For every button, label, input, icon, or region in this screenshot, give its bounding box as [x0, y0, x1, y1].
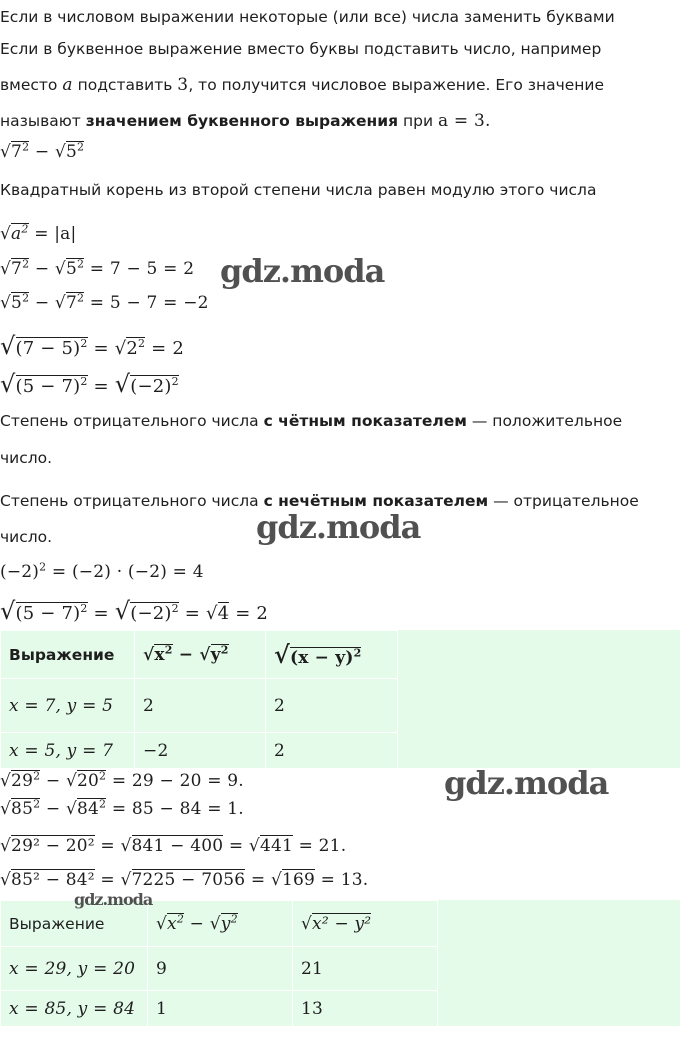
exponent: 2 — [33, 797, 41, 811]
rule-even-power-cont: число. — [0, 449, 53, 467]
formula-calc-4: $√(5 - 7)^2 = √(-2)^2$ — [0, 370, 179, 398]
exponent: 2 — [77, 140, 85, 154]
formula-calc-6: $√(5 - 7)^2 = √(-2)^2 = √4 = 2$ — [0, 597, 269, 625]
operator: − — [172, 644, 200, 665]
radicand: 5 — [65, 259, 77, 279]
exponent: 2 — [230, 911, 238, 925]
operator: = — [223, 836, 249, 856]
radicand: 20 — [76, 771, 100, 791]
operator: = — [94, 836, 121, 856]
text-fragment: при — [398, 112, 438, 130]
radicand: 841 − 400 — [131, 836, 224, 856]
exponent: 2 — [138, 337, 146, 350]
radicand: x — [154, 644, 165, 665]
watermark-logo: gdz.moda — [74, 890, 153, 909]
watermark-logo: gdz.moda — [256, 508, 421, 546]
table-2 — [0, 900, 438, 1027]
formula-calc-3: $√(7 - 5)^2 = √2^2 = 2$ — [0, 332, 185, 360]
table-header-col1: $√x^2 - √y^2$ — [148, 901, 293, 947]
exponent: 2 — [220, 642, 229, 656]
radicand: 84 — [76, 799, 100, 819]
exponent: 2 — [77, 257, 85, 271]
exponent: 2 — [39, 560, 47, 574]
bold-term: с нечётным показателем — [263, 492, 489, 510]
table-row — [1, 947, 438, 991]
operator: = — [178, 603, 206, 624]
formula-rhs: = |a| — [28, 224, 77, 244]
radicand: 7225 − 7056 — [131, 870, 246, 890]
radicand: (x − y) — [289, 648, 354, 668]
radicand: (5 − 7) — [15, 603, 81, 624]
rule-sqrt-abs: Квадратный корень из второй степени числа равен модулю этого числа — [0, 181, 597, 199]
radicand: (7 − 5) — [15, 338, 81, 359]
formula-calc-5 — [0, 562, 204, 582]
exponent: 2 — [22, 257, 30, 271]
radicand: 85 — [11, 799, 34, 819]
operator: = — [87, 338, 115, 359]
radicand: 7 — [11, 259, 23, 279]
table-header-col2: $√(x - y)^2$ — [266, 631, 398, 679]
table-row — [1, 991, 438, 1027]
intro-line-4 — [0, 111, 491, 131]
text-fragment: подставить — [72, 76, 178, 94]
table-row — [1, 733, 398, 769]
intro-line-3 — [0, 75, 604, 95]
table-cell-v1: 2 — [135, 679, 266, 733]
table-header-row — [1, 631, 398, 679]
bold-term: значением буквенного выражения — [85, 112, 399, 130]
operator: = — [245, 870, 271, 890]
intro-line-2: Если в буквенное выражение вместо буквы подставить число, например — [0, 40, 602, 58]
exponent: 2 — [171, 602, 179, 615]
exponent: 2 — [99, 769, 107, 783]
table-cell-v1: 1 — [148, 991, 293, 1027]
radicand: x² − y² — [312, 913, 372, 934]
watermark-logo: gdz.moda — [220, 252, 385, 290]
radicand: y — [210, 644, 221, 665]
radicand: (−2) — [130, 376, 172, 397]
text-fragment: — отрицательное — [488, 492, 639, 510]
radicand: 2 — [126, 338, 139, 359]
formula-rhs: = 7 − 5 = 2 — [84, 259, 195, 279]
intro-line-1: Если в числовом выражении некоторые (или все) числа заменить буквами — [0, 8, 615, 26]
table-cell-cond: x = 7, y = 5 — [1, 679, 135, 733]
formula-rhs: = 85 − 84 = 1. — [106, 799, 244, 819]
radicand: 5 — [65, 142, 78, 162]
radicand: 441 — [259, 836, 294, 856]
base: (−2) — [0, 562, 40, 582]
watermark-logo: gdz.moda — [444, 764, 609, 802]
formula-rhs: = 29 − 20 = 9. — [106, 771, 244, 791]
radicand: x — [167, 913, 177, 934]
table-header-col1: $√x^2 - √y^2$ — [135, 631, 266, 679]
formula-block2-1: $√29^2 - √20^2 = 29 - 20 = 9$. — [0, 769, 244, 791]
formula-rhs: = 21. — [293, 836, 347, 856]
table-header-label: Выражение — [1, 631, 135, 679]
exponent: 2 — [164, 642, 173, 656]
table-cell-v2: 2 — [266, 679, 398, 733]
radicand: y — [220, 913, 231, 934]
exponent: 2 — [77, 291, 85, 305]
radicand: (−2) — [130, 603, 172, 624]
formula-calc-2: $√5^2 - √7^2 = 5 - 7 = -2$ — [0, 291, 209, 313]
operator: − — [184, 913, 210, 934]
text-fragment: Степень отрицательного числа — [0, 492, 264, 510]
exponent: 2 — [99, 797, 107, 811]
formula-abs: $√a^2 = |a|$ — [0, 222, 77, 244]
table-header-row — [1, 901, 438, 947]
radicand: 7 — [65, 293, 77, 313]
radicand: 5 — [11, 293, 23, 313]
text-fragment: — положительное — [466, 412, 623, 430]
formula-sqrt-diff: $√7^2 - √5^2$ — [0, 140, 85, 162]
radicand: 85² − 84² — [11, 870, 95, 890]
formula-block2-2: $√85^2 - √84^2 = 85 - 84 = 1$. — [0, 797, 244, 819]
radicand: 29² − 20² — [11, 836, 95, 856]
table-cell-v1: −2 — [135, 733, 266, 769]
operator: = — [87, 376, 115, 397]
formula-rhs: = 5 − 7 = −2 — [84, 293, 209, 313]
exponent: 2 — [171, 375, 179, 388]
table-cell-v2: 13 — [293, 991, 438, 1027]
bold-term: с чётным показателем — [263, 412, 467, 430]
formula-rhs: = 13. — [315, 870, 369, 890]
formula-block2-3: √29² − 20² = √841 − 400 = √441 = 21. — [0, 836, 347, 856]
exponent: 2 — [22, 140, 30, 154]
formula-rhs: = 2 — [229, 603, 269, 624]
exponent: 2 — [80, 337, 88, 350]
text-fragment: называют — [0, 112, 86, 130]
operator: = — [87, 603, 115, 624]
exponent: 2 — [33, 769, 41, 783]
table-header-label: Выражение — [1, 901, 148, 947]
exponent: 2 — [80, 602, 88, 615]
formula-calc-1: $√7^2 - √5^2 = 7 - 5 = 2$ — [0, 257, 195, 279]
table-header-col2: √x² − y² — [293, 901, 438, 947]
table-cell-cond: x = 85, y = 84 — [1, 991, 148, 1027]
formula-block2-4: √85² − 84² = √7225 − 7056 = √169 = 13. — [0, 870, 369, 890]
exponent: 2 — [80, 375, 88, 388]
exponent: 2 — [176, 911, 185, 925]
radicand: 4 — [217, 603, 230, 624]
radicand: 7 — [11, 142, 23, 162]
table-1 — [0, 630, 398, 769]
formula-rhs: = (−2) · (−2) = 4 — [46, 562, 204, 582]
radicand: 169 — [281, 870, 316, 890]
text-fragment: , то получится числовое выражение. Его значение — [188, 76, 605, 94]
table-row — [1, 679, 398, 733]
rule-odd-power-cont: число. — [0, 528, 53, 546]
text-fragment: вместо — [0, 76, 63, 94]
rule-even-power — [0, 412, 622, 430]
operator: = — [94, 870, 121, 890]
radicand: a — [11, 224, 22, 244]
operator: − — [29, 142, 55, 162]
exponent: 2 — [353, 646, 362, 660]
radicand: 29 — [11, 771, 34, 791]
exponent: 2 — [21, 222, 29, 236]
math-number: 3 — [177, 75, 189, 95]
table-cell-cond: x = 29, y = 20 — [1, 947, 148, 991]
table-cell-v1: 9 — [148, 947, 293, 991]
table-cell-v2: 21 — [293, 947, 438, 991]
table-cell-v2: 2 — [266, 733, 398, 769]
math-expression: a = 3. — [437, 111, 491, 131]
table-cell-cond: x = 5, y = 7 — [1, 733, 135, 769]
formula-rhs: = 2 — [145, 338, 185, 359]
exponent: 2 — [22, 291, 30, 305]
text-fragment: Степень отрицательного числа — [0, 412, 264, 430]
math-var: a — [62, 75, 73, 95]
radicand: (5 − 7) — [15, 376, 81, 397]
